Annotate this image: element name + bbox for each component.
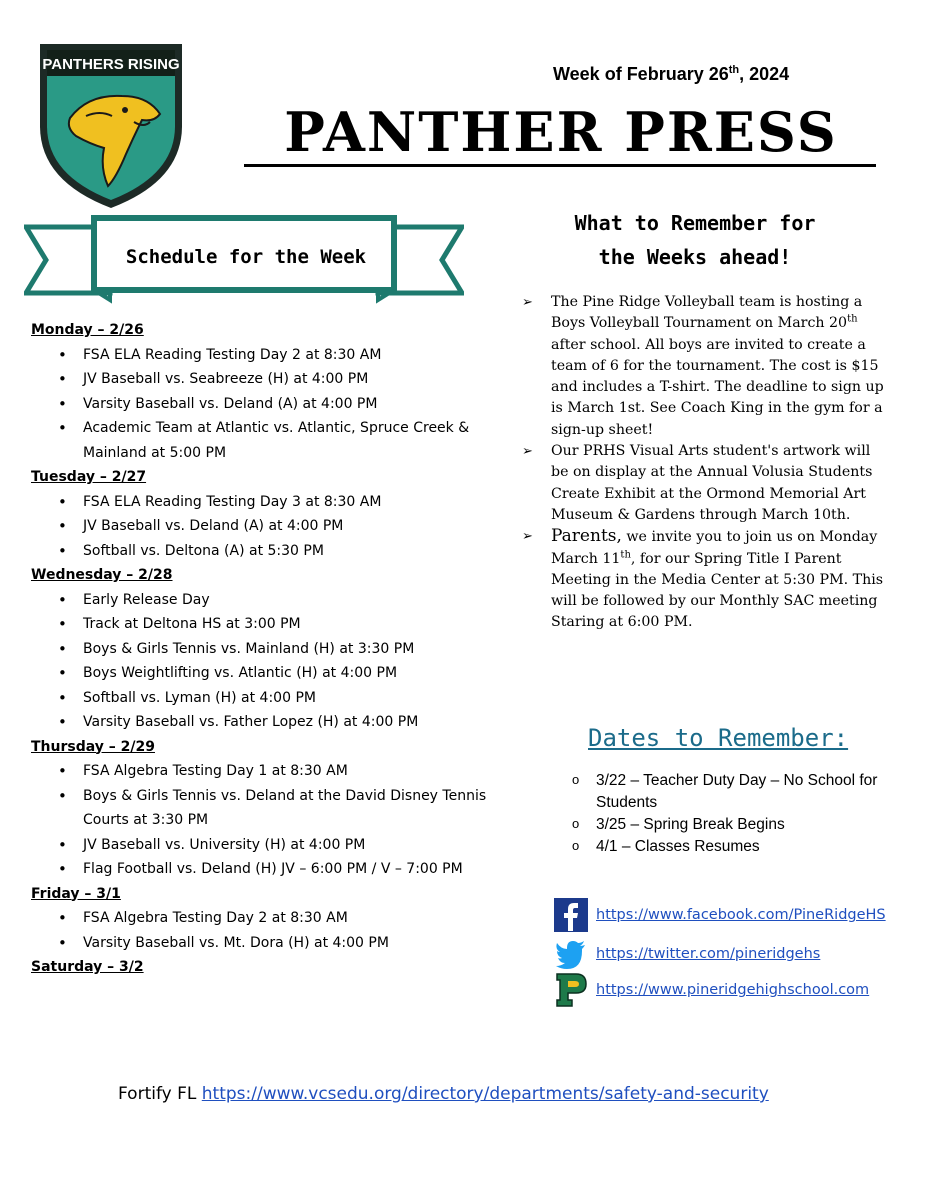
list-item: ➢ Parents, we invite you to join us on Monday March 11th, for our Spring Title I Parent Meeting in the Media Center at 5:30 PM. This will be followed by our Monthly SAC meeting Staring at 6:00 PM.	[522, 526, 892, 633]
title-underline	[244, 164, 876, 167]
list-item: • Boys & Girls Tennis vs. Mainland (H) at 3:30 PM	[31, 637, 511, 662]
list-item: • Track at Deltona HS at 3:00 PM	[31, 612, 511, 637]
day-label: Wednesday – 2/28	[31, 567, 173, 583]
day-events	[31, 759, 511, 882]
dates-list	[572, 770, 912, 858]
list-item: • FSA Algebra Testing Day 2 at 8:30 AM	[31, 906, 511, 931]
day-wednesday	[31, 563, 511, 735]
footer-label: Fortify FL	[118, 1084, 202, 1104]
list-item: ➢ Our PRHS Visual Arts student's artwork will be on display at the Annual Volusia Students Create Exhibit at the Ormond Memorial Art Museum & Gardens through March 10th.	[522, 441, 892, 526]
list-item: ➢ The Pine Ridge Volleyball team is hosting a Boys Volleyball Tournament on March 20th after school. All boys are invited to create a team of 6 for the tournament. The cost is $15 and includes a T-shirt. The deadline to sign up is March 1st. See Coach King in the gym for a sign-up sheet!	[522, 292, 892, 441]
day-label: Thursday – 2/29	[31, 738, 155, 755]
facebook-link-row	[554, 898, 886, 932]
day-label: Tuesday – 2/27	[31, 469, 147, 485]
remember-heading-line1: What to Remember for	[574, 211, 816, 235]
list-item: • FSA Algebra Testing Day 1 at 8:30 AM	[31, 759, 511, 784]
weekly-schedule	[31, 318, 511, 980]
website-url-link[interactable]: https://www.pineridgehighschool.com	[596, 982, 870, 998]
twitter-url-link[interactable]: https://twitter.com/pineridgehs	[596, 946, 821, 962]
remember-heading	[530, 206, 860, 274]
facebook-url-link[interactable]: https://www.facebook.com/PineRidgeHS	[596, 907, 886, 923]
day-events	[31, 906, 511, 955]
list-item: • Boys & Girls Tennis vs. Deland at the David Disney Tennis Courts at 3:30 PM	[31, 784, 511, 833]
list-item: • JV Baseball vs. University (H) at 4:00 PM	[31, 833, 511, 858]
list-item: o 4/1 – Classes Resumes	[572, 836, 912, 858]
day-tuesday	[31, 465, 511, 563]
list-item: • FSA ELA Reading Testing Day 3 at 8:30 AM	[31, 490, 511, 515]
fortify-fl-link[interactable]: https://www.vcsedu.org/directory/departments/safety-and-security	[201, 1084, 769, 1104]
day-events	[31, 588, 511, 735]
schedule-heading: Schedule for the Week	[125, 246, 367, 268]
newsletter-title: PANTHER PRESS	[284, 100, 838, 164]
remember-heading-line2: the Weeks ahead!	[598, 245, 792, 269]
twitter-icon[interactable]	[554, 937, 588, 971]
day-monday	[31, 318, 511, 465]
panthers-rising-logo	[30, 36, 192, 212]
list-item: • Softball vs. Deltona (A) at 5:30 PM	[31, 539, 511, 564]
list-item: • Academic Team at Atlantic vs. Atlantic, Spruce Creek & Mainland at 5:00 PM	[31, 416, 511, 465]
day-friday	[31, 882, 511, 956]
facebook-icon[interactable]	[554, 898, 588, 932]
list-item: • Varsity Baseball vs. Deland (A) at 4:00 PM	[31, 392, 511, 417]
week-of-date: Week of February 26th, 2024	[553, 64, 790, 84]
day-saturday	[31, 955, 511, 980]
footer	[118, 1084, 769, 1104]
list-item: • Varsity Baseball vs. Mt. Dora (H) at 4:00 PM	[31, 931, 511, 956]
day-label: Friday – 3/1	[31, 885, 121, 902]
day-events	[31, 490, 511, 564]
list-item: • Boys Weightlifting vs. Atlantic (H) at 4:00 PM	[31, 661, 511, 686]
panther-p-icon[interactable]	[554, 973, 588, 1007]
list-item: • Early Release Day	[31, 588, 511, 613]
list-item: • Flag Football vs. Deland (H) JV – 6:00 PM / V – 7:00 PM	[31, 857, 511, 882]
list-item: o 3/25 – Spring Break Begins	[572, 814, 912, 836]
remember-list	[522, 292, 892, 634]
day-label: Saturday – 3/2	[31, 959, 144, 975]
website-link-row	[554, 973, 869, 1007]
day-events	[31, 343, 511, 466]
list-item: • JV Baseball vs. Deland (A) at 4:00 PM	[31, 514, 511, 539]
day-label: Monday – 2/26	[31, 322, 144, 338]
list-item: • Varsity Baseball vs. Father Lopez (H) at 4:00 PM	[31, 710, 511, 735]
logo-text: PANTHERS RISING	[42, 56, 180, 73]
list-item: o 3/22 – Teacher Duty Day – No School for Students	[572, 770, 912, 814]
dates-heading: Dates to Remember:	[588, 724, 849, 752]
list-item: • Softball vs. Lyman (H) at 4:00 PM	[31, 686, 511, 711]
twitter-link-row	[554, 937, 820, 971]
list-item: • FSA ELA Reading Testing Day 2 at 8:30 AM	[31, 343, 511, 368]
day-thursday	[31, 735, 511, 882]
list-item: • JV Baseball vs. Seabreeze (H) at 4:00 PM	[31, 367, 511, 392]
